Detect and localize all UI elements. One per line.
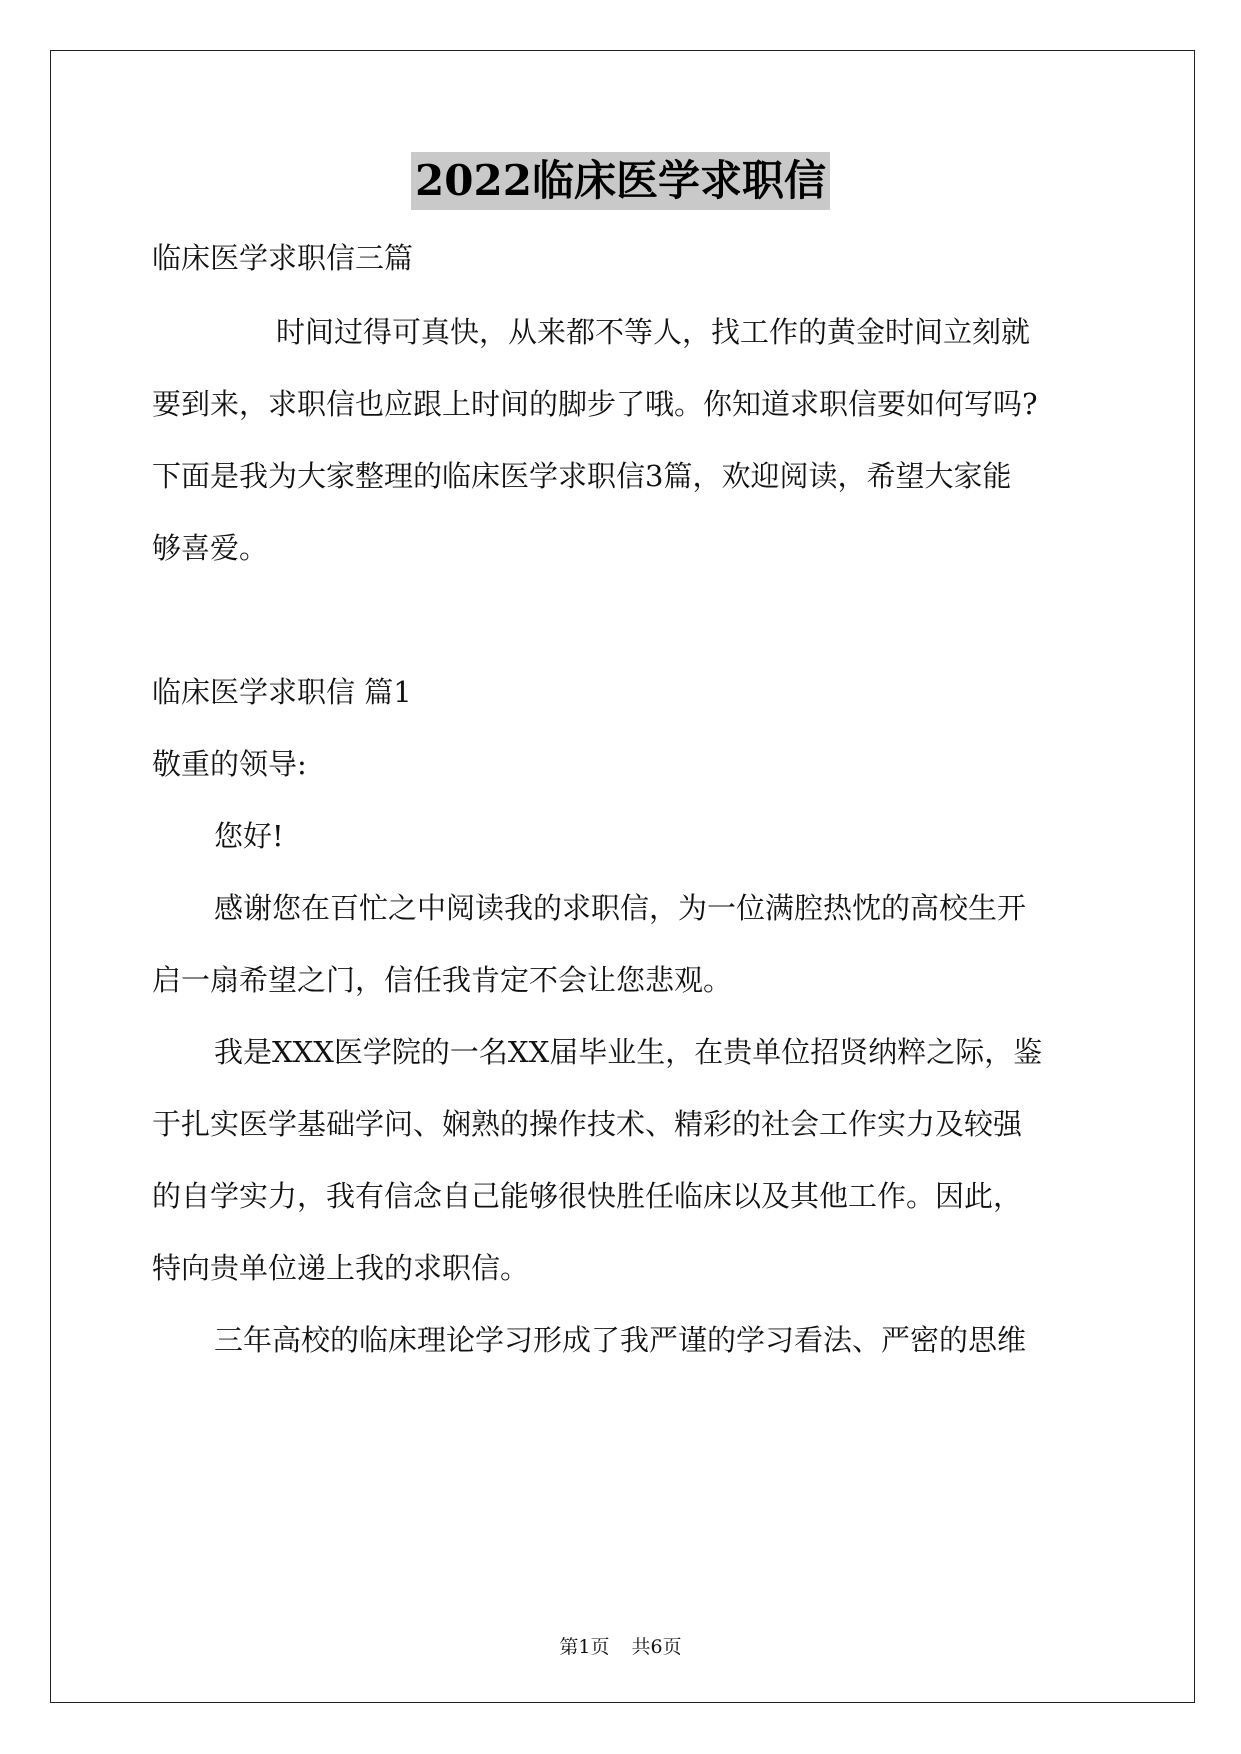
para1-line-2: 启一扇希望之门，信任我肯定不会让您悲观。 — [152, 963, 733, 997]
document-title: 2022临床医学求职信 — [411, 152, 830, 210]
para2-line-4: 特向贵单位递上我的求职信。 — [152, 1251, 530, 1285]
section-heading: 临床医学求职信 篇1 — [152, 675, 412, 709]
para3-line-1: 三年高校的临床理论学习形成了我严谨的学习看法、严密的思维 — [214, 1323, 1027, 1357]
greeting: 您好! — [214, 819, 284, 853]
page-border — [50, 50, 1195, 1703]
intro-line-1: 时间过得可真快，从来都不等人，找工作的黄金时间立刻就 — [276, 315, 1031, 349]
para2-line-3: 的自学实力，我有信念自己能够很快胜任临床以及其他工作。因此， — [152, 1179, 1023, 1213]
subtitle: 临床医学求职信三篇 — [152, 241, 414, 275]
page-total: 共6页 — [631, 1636, 682, 1658]
para2-line-2: 于扎实医学基础学问、娴熟的操作技术、精彩的社会工作实力及较强 — [152, 1107, 1023, 1141]
salutation: 敬重的领导: — [152, 747, 307, 781]
page-number: 第1页 — [559, 1636, 610, 1658]
document-title-wrap — [0, 152, 1241, 210]
para2-line-1: 我是XXX医学院的一名XX届毕业生，在贵单位招贤纳粹之际，鉴 — [214, 1035, 1043, 1069]
page-footer — [0, 1632, 1241, 1659]
intro-line-4: 够喜爱。 — [152, 531, 269, 565]
para1-line-1: 感谢您在百忙之中阅读我的求职信，为一位满腔热忱的高校生开 — [214, 891, 1027, 925]
intro-line-2: 要到来，求职信也应跟上时间的脚步了哦。你知道求职信要如何写吗? — [152, 387, 1038, 421]
intro-line-3: 下面是我为大家整理的临床医学求职信3篇，欢迎阅读，希望大家能 — [152, 459, 1012, 493]
